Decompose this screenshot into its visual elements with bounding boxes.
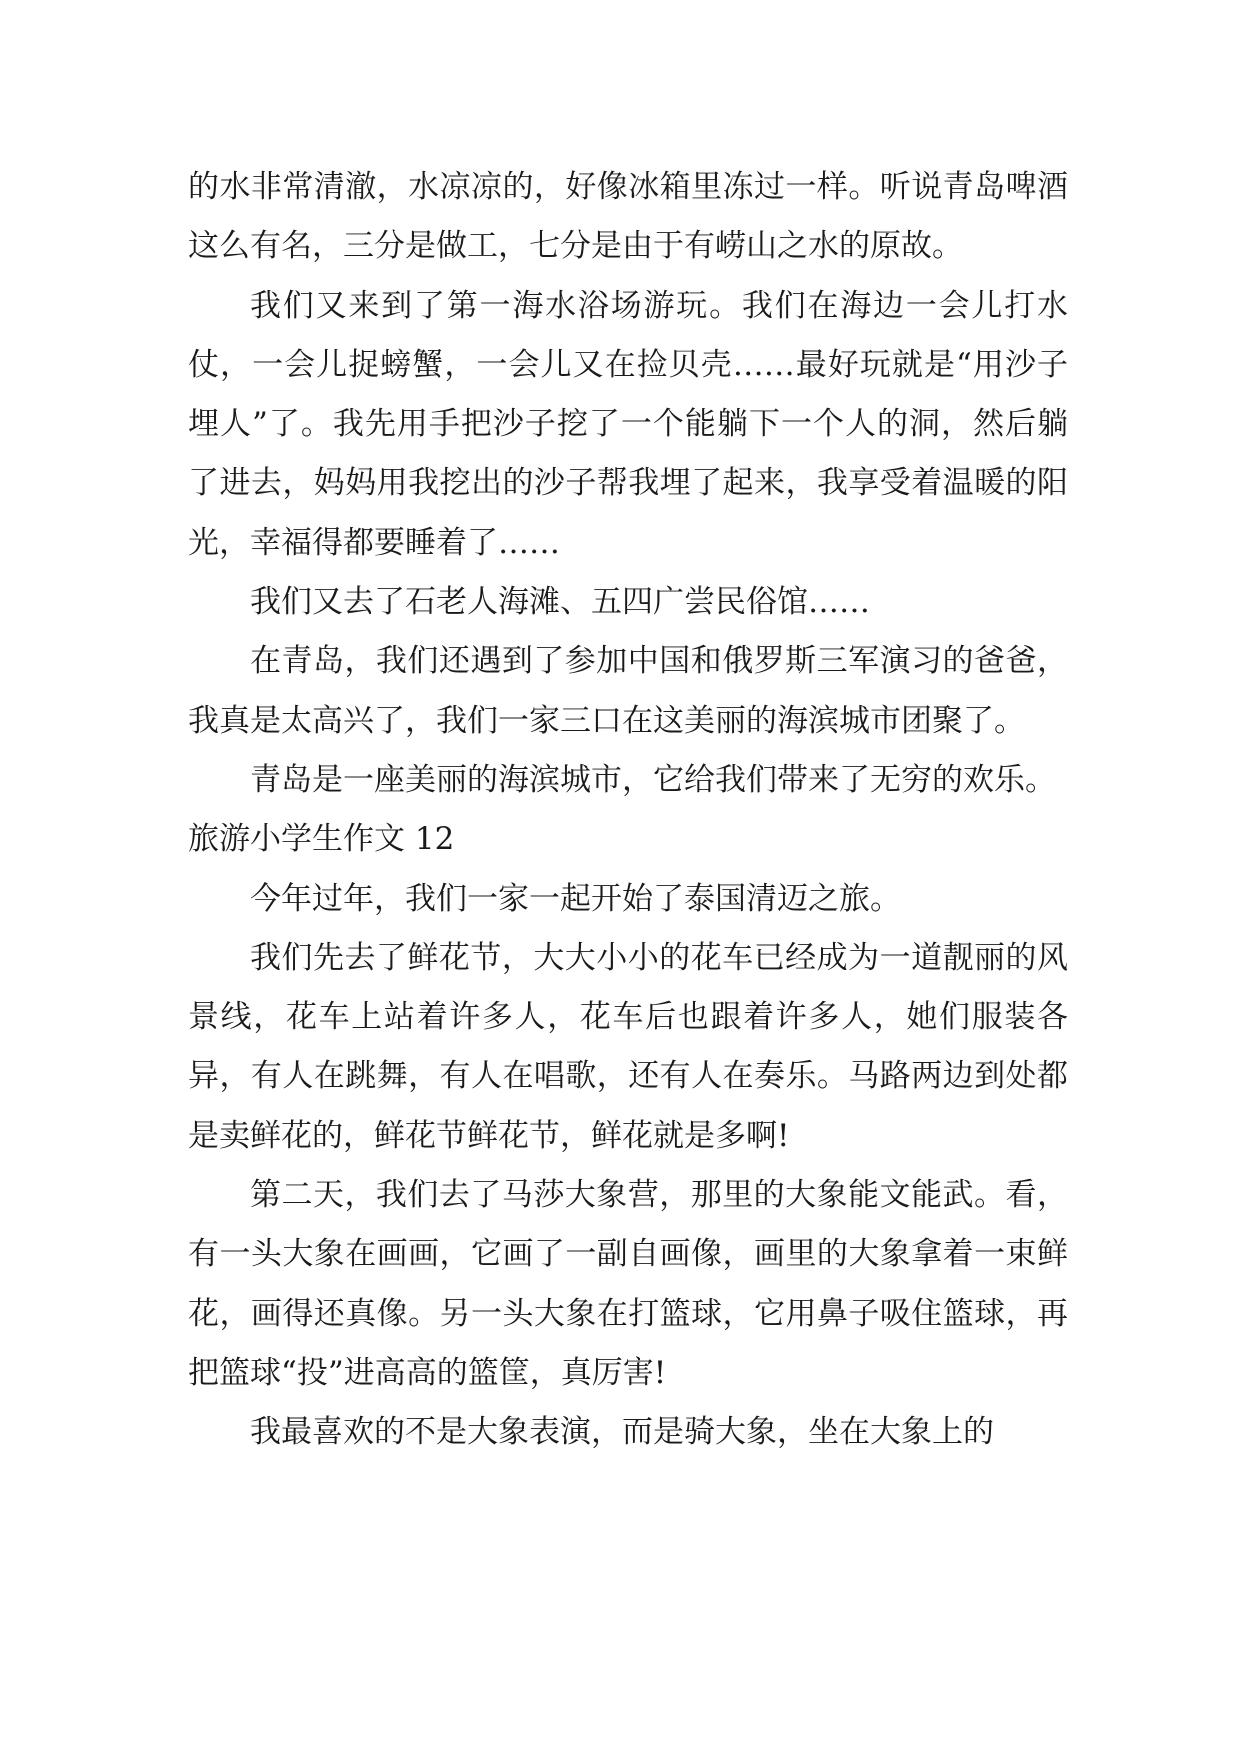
paragraph-first-beach: 我们又来到了第一海水浴场游玩。我们在海边一会儿打水仗，一会儿捉螃蟹，一会儿又在捡贝壳……最好玩就是“用沙子埋人”了。我先用手把沙子挖了一个能躺下一个人的洞，然后躺了进去，妈妈用我挖出的沙子帮我埋了起来，我享受着温暖的阳光，幸福得都要睡着了…… [188,287,1068,561]
document-body [188,158,1068,1463]
paragraph-continued: 的水非常清澈，水凉凉的，好像冰箱里冻过一样。听说青岛啤酒这么有名，三分是做工，七分是由于有崂山之水的原故。 [188,169,1068,265]
essay-heading: 旅游小学生作文 12 [188,821,455,858]
paragraph-reunion: 在青岛，我们还遇到了参加中国和俄罗斯三军演习的爸爸，我真是太高兴了，我们一家三口在这美丽的海滨城市团聚了。 [188,643,1068,739]
paragraph-elephant-camp: 第二天，我们去了马莎大象营，那里的大象能文能武。看，有一头大象在画画，它画了一副自画像，画里的大象拿着一束鲜花，画得还真像。另一头大象在打篮球，它用鼻子吸住篮球，再把篮球“投”进高高的篮筐，真厉害! [188,1177,1068,1391]
paragraph-qingdao-conclusion: 青岛是一座美丽的海滨城市，它给我们带来了无穷的欢乐。 [250,761,1056,798]
paragraph-sights: 我们又去了石老人海滩、五四广尝民俗馆…… [250,584,870,621]
paragraph-elephant-ride: 我最喜欢的不是大象表演，而是骑大象，坐在大象上的 [250,1414,994,1451]
paragraph-chiang-mai-intro: 今年过年，我们一家一起开始了泰国清迈之旅。 [250,880,901,917]
paragraph-flower-festival: 我们先去了鲜花节，大大小小的花车已经成为一道靓丽的风景线，花车上站着许多人，花车后也跟着许多人，她们服装各异，有人在跳舞，有人在唱歌，还有人在奏乐。马路两边到处都是卖鲜花的，鲜花节鲜花节，鲜花就是多啊! [188,939,1068,1154]
